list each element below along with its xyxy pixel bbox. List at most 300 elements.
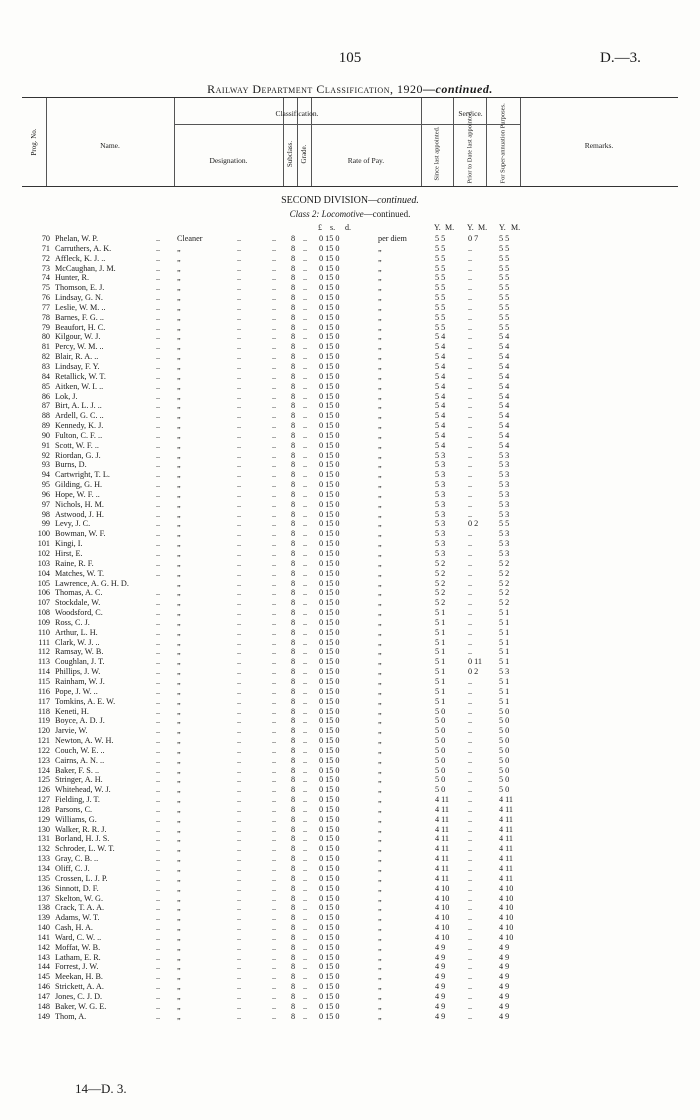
cell-name: Hunter, R.: [55, 273, 90, 283]
table-row: [22, 618, 682, 628]
table-row: [22, 598, 682, 608]
cell-leader-dots: ..: [237, 696, 242, 706]
cell-prior-service: ..: [468, 332, 473, 342]
cell-pay-period: „: [378, 913, 382, 923]
cell-designation: „: [177, 499, 181, 509]
cell-leader-dots: ..: [272, 726, 277, 736]
cell-rate-of-pay: 0 15 0: [319, 322, 340, 332]
cell-designation: „: [177, 982, 181, 992]
cell-leader-dots: ..: [156, 1011, 161, 1021]
cell-name: Fielding, J. T.: [55, 795, 100, 805]
cell-leader-dots: ..: [303, 873, 308, 883]
cell-pay-period: „: [378, 795, 382, 805]
cell-prog-no: 111: [38, 637, 50, 647]
cell-leader-dots: ..: [272, 972, 277, 982]
cell-rate-of-pay: 0 15 0: [319, 696, 340, 706]
cell-leader-dots: ..: [156, 962, 161, 972]
cell-since-last-appointed: 5 3: [435, 529, 446, 539]
cell-designation: „: [177, 667, 181, 677]
cell-pay-period: „: [378, 568, 382, 578]
cell-prog-no: 142: [37, 942, 50, 952]
cell-leader-dots: ..: [303, 598, 308, 608]
cell-grade: 8: [290, 736, 296, 746]
cell-superannuation-service: 5 4: [499, 371, 510, 381]
cell-leader-dots: ..: [237, 499, 242, 509]
cell-rate-of-pay: 0 15 0: [319, 598, 340, 608]
cell-name: Gilding, G. H.: [55, 480, 103, 490]
cell-name: Oliff, C. J.: [55, 864, 90, 873]
cell-rate-of-pay: 0 15 0: [319, 883, 340, 893]
cell-superannuation-service: 5 5: [499, 312, 510, 322]
cell-grade: 8: [290, 401, 296, 411]
cell-superannuation-service: 5 1: [499, 657, 510, 667]
cell-since-last-appointed: 5 3: [435, 539, 446, 549]
cell-leader-dots: ..: [303, 932, 308, 942]
cell-rate-of-pay: 0 15 0: [319, 745, 340, 755]
table-row: [22, 273, 682, 283]
cell-name: Ardell, G. C. ..: [55, 411, 104, 421]
cell-superannuation-service: 5 1: [499, 676, 510, 686]
cell-leader-dots: ..: [272, 608, 277, 618]
cell-since-last-appointed: 5 0: [435, 716, 446, 726]
cell-pay-period: „: [378, 509, 382, 519]
table-row: [22, 913, 682, 923]
cell-leader-dots: ..: [303, 982, 308, 992]
cell-pay-period: „: [378, 352, 382, 362]
cell-grade: 8: [290, 263, 296, 273]
cell-prog-no: 126: [37, 785, 50, 795]
cell-leader-dots: ..: [156, 421, 161, 431]
cell-leader-dots: ..: [272, 765, 277, 775]
cell-superannuation-service: 5 4: [499, 381, 510, 391]
cell-leader-dots: ..: [272, 706, 277, 716]
cell-grade: 8: [290, 883, 296, 893]
table-row: [22, 933, 682, 943]
cell-since-last-appointed: 5 3: [435, 519, 446, 529]
cell-pay-period: „: [378, 627, 382, 637]
cell-rate-of-pay: 0 15 0: [319, 568, 340, 578]
cell-since-last-appointed: 5 3: [435, 489, 446, 499]
cell-prog-no: 147: [37, 991, 50, 1001]
cell-name: Carruthers, A. K.: [55, 243, 112, 253]
table-row: [22, 657, 682, 667]
cell-leader-dots: ..: [237, 539, 242, 549]
cell-pay-period: „: [378, 381, 382, 391]
cell-leader-dots: ..: [237, 588, 242, 598]
cell-leader-dots: ..: [272, 470, 277, 480]
cell-prior-service: ..: [468, 598, 473, 608]
cell-designation: „: [177, 578, 181, 588]
table-row: [22, 411, 682, 421]
cell-designation: „: [177, 844, 181, 854]
cell-grade: 8: [290, 952, 296, 962]
cell-leader-dots: ..: [237, 873, 242, 883]
cell-since-last-appointed: 4 9: [435, 982, 446, 992]
cell-designation: „: [177, 647, 181, 657]
cell-superannuation-service: 5 0: [499, 736, 510, 746]
cell-leader-dots: ..: [237, 608, 242, 618]
cell-leader-dots: ..: [237, 273, 242, 283]
cell-superannuation-service: 5 2: [499, 598, 510, 608]
cell-leader-dots: ..: [272, 440, 277, 450]
cell-rate-of-pay: 0 15 0: [319, 480, 340, 490]
cell-superannuation-service: 4 10: [499, 903, 514, 913]
cell-pay-period: „: [378, 273, 382, 283]
cell-prior-service: ..: [468, 883, 473, 893]
cell-prior-service: ..: [468, 617, 473, 627]
cell-prog-no: 119: [38, 716, 50, 726]
cell-superannuation-service: 5 3: [499, 667, 510, 677]
table-row: [22, 647, 682, 657]
cell-prog-no: 113: [38, 657, 50, 667]
cell-name: Forrest, J. W.: [55, 962, 99, 972]
cell-leader-dots: ..: [237, 411, 242, 421]
table-row: [22, 323, 682, 333]
cell-designation: „: [177, 509, 181, 519]
cell-leader-dots: ..: [272, 568, 277, 578]
cell-leader-dots: ..: [156, 982, 161, 992]
cell-leader-dots: ..: [156, 775, 161, 785]
cell-designation: „: [177, 608, 181, 618]
cell-leader-dots: ..: [272, 982, 277, 992]
cell-leader-dots: ..: [303, 844, 308, 854]
cell-rate-of-pay: 0 15 0: [319, 489, 340, 499]
cell-leader-dots: ..: [272, 391, 277, 401]
cell-rate-of-pay: 0 15 0: [319, 726, 340, 736]
cell-leader-dots: ..: [156, 716, 161, 726]
cell-rate-of-pay: 0 15 0: [319, 371, 340, 381]
cell-name: Strickett, A. A.: [55, 982, 104, 992]
column-since-last: Since last appointed.: [433, 126, 441, 181]
table-row: [22, 362, 682, 372]
cell-prior-service: ..: [468, 804, 473, 814]
cell-leader-dots: ..: [272, 302, 277, 312]
cell-prog-no: 75: [41, 283, 50, 293]
cell-prior-service: ..: [468, 411, 473, 421]
column-for-super: For Super-annuation Purposes.: [499, 103, 507, 184]
cell-leader-dots: ..: [156, 312, 161, 322]
cell-name: Cairns, A. N. ..: [55, 755, 105, 765]
cell-name: Ross, C. J.: [55, 617, 90, 627]
cell-since-last-appointed: 5 3: [435, 460, 446, 470]
cell-leader-dots: ..: [237, 529, 242, 539]
cell-prog-no: 130: [37, 824, 50, 834]
cell-prior-service: ..: [468, 991, 473, 1001]
cell-leader-dots: ..: [303, 440, 308, 450]
cell-pay-period: „: [378, 588, 382, 598]
cell-pay-period: „: [378, 854, 382, 864]
cell-prior-service: ..: [468, 352, 473, 362]
division-heading: [0, 195, 700, 206]
cell-leader-dots: ..: [272, 234, 277, 243]
cell-grade: 8: [290, 253, 296, 263]
cell-prior-service: ..: [468, 864, 473, 873]
cell-leader-dots: ..: [303, 450, 308, 460]
cell-leader-dots: ..: [237, 913, 242, 923]
table-row: [22, 264, 682, 274]
cell-leader-dots: ..: [272, 716, 277, 726]
cell-superannuation-service: 5 3: [499, 470, 510, 480]
cell-prog-no: 93: [41, 460, 50, 470]
cell-prior-service: ..: [468, 263, 473, 273]
cell-name: Adams, W. T.: [55, 913, 100, 923]
cell-rate-of-pay: 0 15 0: [319, 558, 340, 568]
cell-leader-dots: ..: [156, 450, 161, 460]
cell-grade: 8: [290, 834, 296, 844]
cell-grade: 8: [290, 942, 296, 952]
cell-prior-service: ..: [468, 834, 473, 844]
table-row: [22, 775, 682, 785]
cell-name: Matches, W. T.: [55, 568, 105, 578]
cell-designation: „: [177, 273, 181, 283]
cell-leader-dots: ..: [303, 608, 308, 618]
cell-leader-dots: ..: [237, 932, 242, 942]
cell-pay-period: „: [378, 873, 382, 883]
cell-superannuation-service: 5 5: [499, 302, 510, 312]
table-row: [22, 992, 682, 1002]
cell-leader-dots: ..: [156, 696, 161, 706]
cell-superannuation-service: 4 9: [499, 952, 510, 962]
cell-superannuation-service: 5 0: [499, 716, 510, 726]
cell-prog-no: 97: [41, 499, 50, 509]
cell-prior-service: ..: [468, 814, 473, 824]
cell-leader-dots: ..: [237, 952, 242, 962]
cell-pay-period: „: [378, 529, 382, 539]
cell-pay-period: „: [378, 903, 382, 913]
cell-leader-dots: ..: [272, 421, 277, 431]
cell-since-last-appointed: 5 1: [435, 676, 446, 686]
cell-name: Affleck, K. J. ..: [55, 253, 106, 263]
unit-shillings: s.: [330, 223, 336, 232]
cell-grade: 8: [290, 273, 296, 283]
cell-pay-period: „: [378, 883, 382, 893]
cell-since-last-appointed: 5 0: [435, 755, 446, 765]
cell-leader-dots: ..: [272, 450, 277, 460]
cell-name: Aitken, W. I. ..: [55, 381, 104, 391]
cell-grade: 8: [290, 558, 296, 568]
cell-since-last-appointed: 4 11: [435, 814, 450, 824]
cell-name: Riordan, G. J.: [55, 450, 101, 460]
cell-leader-dots: ..: [156, 647, 161, 657]
cell-superannuation-service: 5 4: [499, 411, 510, 421]
cell-leader-dots: ..: [237, 637, 242, 647]
table-row: [22, 579, 682, 589]
cell-superannuation-service: 4 11: [499, 834, 514, 844]
cell-leader-dots: ..: [272, 736, 277, 746]
cell-leader-dots: ..: [156, 972, 161, 982]
cell-designation: „: [177, 903, 181, 913]
cell-prior-service: ..: [468, 293, 473, 303]
cell-rate-of-pay: 0 15 0: [319, 421, 340, 431]
cell-name: Fulton, C. F. ..: [55, 430, 103, 440]
cell-leader-dots: ..: [272, 686, 277, 696]
cell-designation: „: [177, 952, 181, 962]
unit-pounds: £: [318, 223, 322, 232]
table-row: [22, 451, 682, 461]
cell-prior-service: ..: [468, 824, 473, 834]
cell-since-last-appointed: 5 0: [435, 765, 446, 775]
cell-name: Birt, A. L. J. ..: [55, 401, 102, 411]
cell-prior-service: ..: [468, 440, 473, 450]
cell-rate-of-pay: 0 15 0: [319, 854, 340, 864]
cell-prior-service: ..: [468, 913, 473, 923]
cell-leader-dots: ..: [237, 854, 242, 864]
cell-pay-period: „: [378, 421, 382, 431]
cell-designation: „: [177, 1011, 181, 1021]
cell-designation: „: [177, 302, 181, 312]
cell-prog-no: 79: [41, 322, 50, 332]
cell-leader-dots: ..: [156, 785, 161, 795]
table-row: [22, 677, 682, 687]
cell-name: Lindsay, F. Y.: [55, 361, 100, 371]
cell-superannuation-service: 4 11: [499, 824, 514, 834]
table-row: [22, 953, 682, 963]
cell-grade: 8: [290, 657, 296, 667]
cell-prior-service: ..: [468, 962, 473, 972]
cell-name: Levy, J. C.: [55, 519, 91, 529]
table-row: [22, 697, 682, 707]
table-row: [22, 470, 682, 480]
cell-designation: „: [177, 795, 181, 805]
cell-leader-dots: ..: [272, 923, 277, 933]
cell-grade: 8: [290, 430, 296, 440]
cell-grade: 8: [290, 637, 296, 647]
cell-rate-of-pay: 0 15 0: [319, 253, 340, 263]
cell-pay-period: „: [378, 952, 382, 962]
cell-prior-service: ..: [468, 785, 473, 795]
cell-prior-service: ..: [468, 480, 473, 490]
cell-designation: „: [177, 352, 181, 362]
cell-prior-service: ..: [468, 470, 473, 480]
cell-since-last-appointed: 4 9: [435, 991, 446, 1001]
cell-since-last-appointed: 5 4: [435, 361, 446, 371]
cell-since-last-appointed: 5 3: [435, 470, 446, 480]
cell-grade: 8: [290, 982, 296, 992]
cell-prior-service: 0 7: [468, 234, 479, 243]
cell-prog-no: 120: [37, 726, 50, 736]
cell-since-last-appointed: 4 10: [435, 913, 450, 923]
cell-name: Arthur, L. H.: [55, 627, 98, 637]
class-heading: [0, 209, 700, 219]
cell-leader-dots: ..: [237, 647, 242, 657]
cell-rate-of-pay: 0 15 0: [319, 509, 340, 519]
cell-pay-period: „: [378, 598, 382, 608]
cell-designation: „: [177, 440, 181, 450]
cell-name: Cartwright, T. L.: [55, 470, 110, 480]
table-row: [22, 825, 682, 835]
column-service: Service.: [458, 109, 483, 118]
cell-leader-dots: ..: [303, 824, 308, 834]
cell-leader-dots: ..: [237, 814, 242, 824]
cell-grade: 8: [290, 923, 296, 933]
cell-grade: 8: [290, 991, 296, 1001]
cell-leader-dots: ..: [156, 991, 161, 1001]
cell-rate-of-pay: 0 15 0: [319, 716, 340, 726]
cell-pay-period: „: [378, 804, 382, 814]
cell-prior-service: ..: [468, 302, 473, 312]
cell-leader-dots: ..: [303, 686, 308, 696]
cell-leader-dots: ..: [156, 440, 161, 450]
cell-leader-dots: ..: [272, 253, 277, 263]
cell-since-last-appointed: 5 1: [435, 637, 446, 647]
cell-since-last-appointed: 4 11: [435, 834, 450, 844]
cell-leader-dots: ..: [272, 352, 277, 362]
cell-leader-dots: ..: [303, 234, 308, 243]
cell-leader-dots: ..: [272, 617, 277, 627]
column-prog-no: Prog. No.: [30, 128, 38, 156]
cell-pay-period: „: [378, 736, 382, 746]
cell-pay-period: „: [378, 864, 382, 873]
table-row: [22, 667, 682, 677]
cell-leader-dots: ..: [237, 726, 242, 736]
cell-designation: Cleaner: [177, 234, 203, 243]
cell-grade: 8: [290, 421, 296, 431]
cell-designation: „: [177, 785, 181, 795]
cell-grade: 8: [290, 785, 296, 795]
cell-leader-dots: ..: [303, 332, 308, 342]
cell-leader-dots: ..: [156, 234, 161, 243]
cell-since-last-appointed: 4 10: [435, 893, 450, 903]
cell-grade: 8: [290, 578, 296, 588]
cell-rate-of-pay: 0 15 0: [319, 470, 340, 480]
cell-name: Baker, W. G. E.: [55, 1001, 107, 1011]
cell-leader-dots: ..: [303, 637, 308, 647]
table-row: [22, 510, 682, 520]
cell-since-last-appointed: 5 4: [435, 401, 446, 411]
table-row: [22, 244, 682, 254]
cell-leader-dots: ..: [272, 627, 277, 637]
cell-leader-dots: ..: [156, 844, 161, 854]
cell-leader-dots: ..: [272, 342, 277, 352]
cell-grade: 8: [290, 686, 296, 696]
cell-leader-dots: ..: [237, 991, 242, 1001]
cell-designation: „: [177, 745, 181, 755]
cell-prior-service: ..: [468, 706, 473, 716]
cell-name: Baker, F. S. ..: [55, 765, 100, 775]
cell-name: Latham, E. R.: [55, 952, 101, 962]
cell-name: Barnes, F. G. ..: [55, 312, 104, 322]
cell-since-last-appointed: 5 1: [435, 617, 446, 627]
table-row: [22, 431, 682, 441]
cell-rate-of-pay: 0 15 0: [319, 676, 340, 686]
cell-designation: „: [177, 293, 181, 303]
cell-pay-period: „: [378, 637, 382, 647]
cell-prog-no: 102: [37, 549, 50, 558]
cell-name: Pope, J. W. ..: [55, 686, 98, 696]
cell-grade: 8: [290, 598, 296, 608]
cell-leader-dots: ..: [237, 401, 242, 411]
cell-leader-dots: ..: [156, 430, 161, 440]
cell-since-last-appointed: 5 5: [435, 302, 446, 312]
cell-leader-dots: ..: [303, 283, 308, 293]
table-row: [22, 441, 682, 451]
cell-leader-dots: ..: [303, 1011, 308, 1021]
cell-prior-service: ..: [468, 726, 473, 736]
table-row: [22, 756, 682, 766]
column-designation: Designation.: [209, 156, 248, 165]
cell-pay-period: „: [378, 676, 382, 686]
cell-superannuation-service: 5 4: [499, 361, 510, 371]
cell-prog-no: 117: [38, 696, 50, 706]
column-subclass: Subclass.: [286, 140, 294, 168]
cell-pay-period: „: [378, 932, 382, 942]
cell-designation: „: [177, 736, 181, 746]
cell-prog-no: 80: [41, 332, 50, 342]
cell-rate-of-pay: 0 15 0: [319, 686, 340, 696]
unit-pence: d.: [345, 223, 351, 232]
cell-leader-dots: ..: [156, 706, 161, 716]
cell-leader-dots: ..: [156, 401, 161, 411]
